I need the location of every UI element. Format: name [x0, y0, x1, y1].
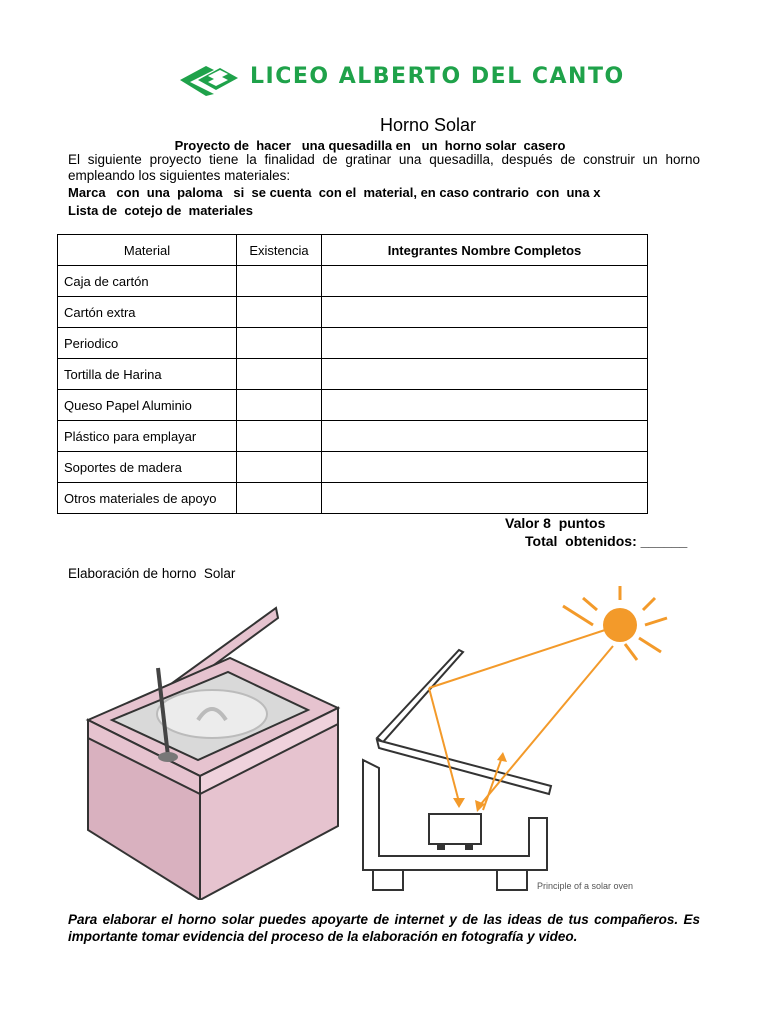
existencia-cell[interactable] [237, 421, 322, 452]
diagram-caption: Principle of a solar oven [537, 881, 634, 891]
integrantes-cell[interactable] [322, 297, 648, 328]
material-name: Cartón extra [58, 297, 237, 328]
table-row [58, 328, 648, 359]
existencia-cell[interactable] [237, 328, 322, 359]
list-title: Lista de cotejo de materiales [68, 203, 253, 218]
document-subtitle: Proyecto de hacer una quesadilla en un horno solar casero [174, 138, 566, 153]
solar-oven-principle-diagram [355, 580, 715, 900]
school-logo [180, 64, 242, 96]
school-name: LICEO ALBERTO DEL CANTO [250, 64, 625, 89]
existencia-cell[interactable] [237, 297, 322, 328]
table-row [58, 266, 648, 297]
sun-icon [563, 586, 667, 660]
existencia-cell[interactable] [237, 359, 322, 390]
table-row [58, 421, 648, 452]
table-row [58, 390, 648, 421]
intro-paragraph: El siguiente proyecto tiene la finalidad de gratinar una quesadilla, después de construir un horno empleando los siguientes materiales: [68, 152, 700, 183]
integrantes-cell[interactable] [322, 328, 648, 359]
integrantes-cell[interactable] [322, 452, 648, 483]
integrantes-cell[interactable] [322, 421, 648, 452]
material-name: Caja de cartón [58, 266, 237, 297]
score-value: Valor 8 puntos [505, 515, 606, 531]
material-name: Soportes de madera [58, 452, 237, 483]
material-name: Plástico para emplayar [58, 421, 237, 452]
footer-note: Para elaborar el horno solar puedes apoyarte de internet y de las ideas de tus compañeros. Es importante tomar evidencia del proceso de la elaboración en fotografía y video. [68, 912, 700, 944]
score-total: Total obtenidos: ______ [525, 533, 688, 549]
section-title: Elaboración de horno Solar [68, 566, 236, 581]
material-name: Tortilla de Harina [58, 359, 237, 390]
material-name: Periodico [58, 328, 237, 359]
table-row [58, 359, 648, 390]
document-title: Horno Solar [379, 115, 477, 135]
integrantes-cell[interactable] [322, 266, 648, 297]
material-name: Otros materiales de apoyo [58, 483, 237, 514]
integrantes-cell[interactable] [322, 359, 648, 390]
existencia-cell[interactable] [237, 452, 322, 483]
table-row [58, 297, 648, 328]
integrantes-cell[interactable] [322, 390, 648, 421]
materials-table [57, 234, 648, 514]
material-name: Queso Papel Aluminio [58, 390, 237, 421]
table-row [58, 452, 648, 483]
existencia-cell[interactable] [237, 483, 322, 514]
header-material: Material [58, 235, 237, 266]
instruction-text: Marca con una paloma si se cuenta con el material, en caso contrario con una x [68, 185, 601, 200]
solar-oven-box-illustration [80, 600, 350, 900]
header-existencia: Existencia [237, 235, 322, 266]
header-integrantes: Integrantes Nombre Completos [322, 235, 648, 266]
integrantes-cell[interactable] [322, 483, 648, 514]
table-row [58, 483, 648, 514]
existencia-cell[interactable] [237, 266, 322, 297]
existencia-cell[interactable] [237, 390, 322, 421]
